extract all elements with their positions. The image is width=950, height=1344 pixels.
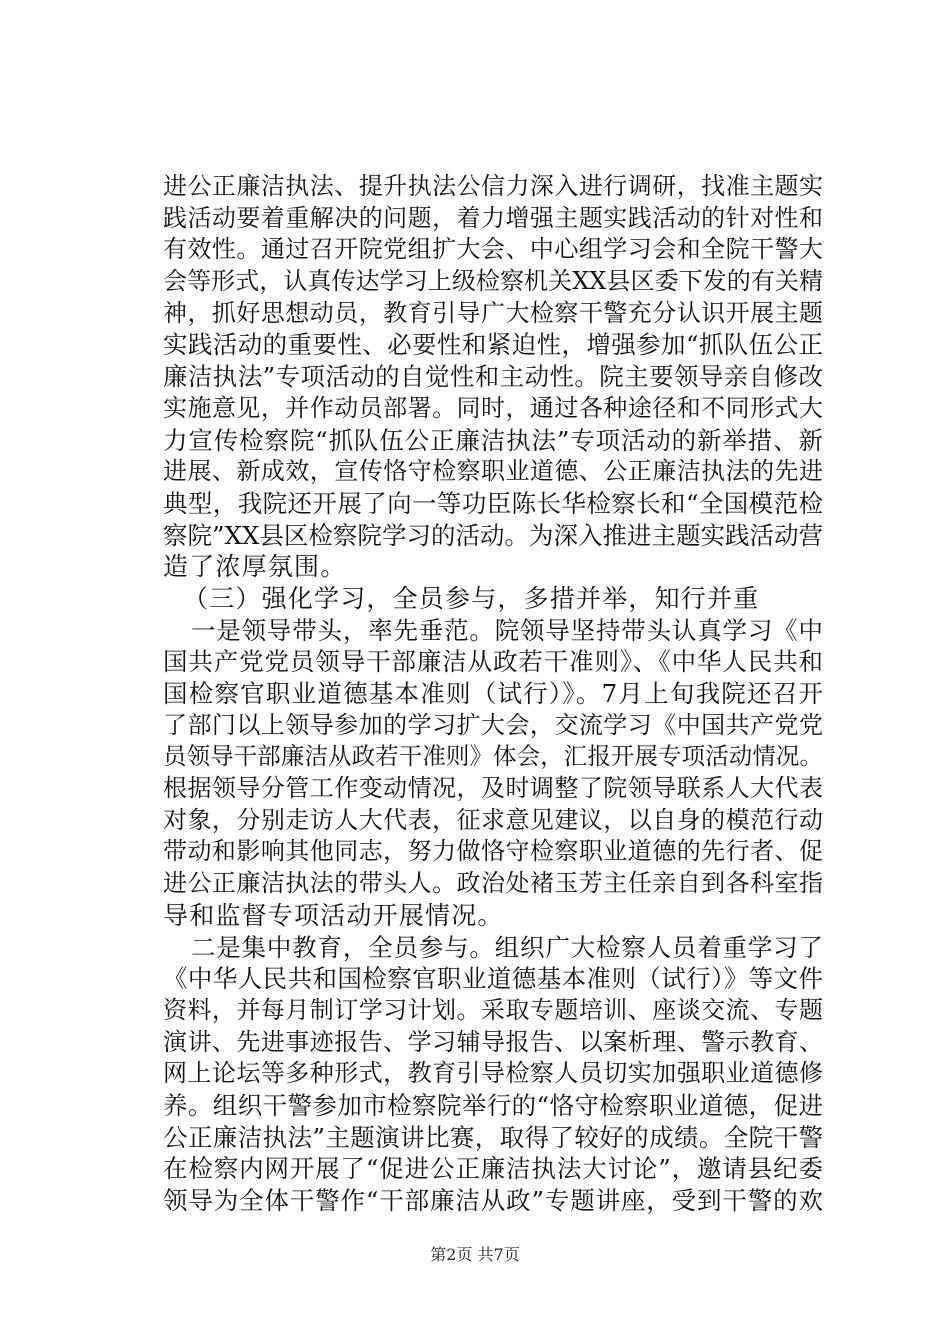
text-line: 二是集中教育，全员参与。组织广大检察人员着重学习了 <box>191 932 823 962</box>
text-line: 《中华人民共和国检察官职业道德基本准则（试行）》等文件 <box>163 964 823 994</box>
text-line: 进公正廉洁执法的带头人。政治处褚玉芳主任亲自到各科室指 <box>163 869 823 898</box>
text-line: 察院”XX县区检察院学习的活动。为深入推进主题实践活动营 <box>163 520 823 550</box>
text-line: 了部门以上领导参加的学习扩大会，交流学习《中国共产党党 <box>163 710 823 739</box>
text-line: 养。组织干警参加市检察院举行的“恪守检察职业道德，促进 <box>163 1090 823 1120</box>
text-line: 根据领导分管工作变动情况，及时调整了院领导联系人大代表 <box>163 774 823 803</box>
text-line: 在检察内网开展了“促进公正廉洁执法大讨论”，邀请县纪委 <box>163 1154 823 1184</box>
text-line: 进展、新成效，宣传恪守检察职业道德、公正廉洁执法的先进 <box>163 457 823 486</box>
text-line: 导和监督专项活动开展情况。 <box>163 900 504 930</box>
text-line: 力宣传检察院“抓队伍公正廉洁执法”专项活动的新举措、新 <box>163 425 823 455</box>
text-line: 演讲、先进事迹报告、学习辅导报告、以案析理、警示教育、 <box>163 1027 823 1056</box>
text-line: （三）强化学习，全员参与，多措并举，知行并重 <box>183 583 760 613</box>
text-line: 领导为全体干警作“干部廉洁从政”专题讲座，受到干警的欢 <box>163 1186 823 1215</box>
text-line: 对象，分别走访人大代表，征求意见建议，以自身的模范行动 <box>163 805 823 834</box>
text-line: 带动和影响其他同志，努力做恪守检察职业道德的先行者、促 <box>163 837 823 866</box>
page-footer: 第2页 共7页 <box>430 1245 520 1264</box>
text-line: 国共产党党员领导干部廉洁从政若干准则》、《中华人民共和 <box>163 647 823 677</box>
text-line: 会等形式，认真传达学习上级检察机关XX县区委下发的有关精 <box>163 267 823 296</box>
text-line: 神，抓好思想动员，教育引导广大检察干警充分认识开展主题 <box>163 298 823 327</box>
text-line: 实践活动的重要性、必要性和紧迫性，增强参加“抓队伍公正 <box>163 330 823 360</box>
text-line: 典型，我院还开展了向一等功臣陈长华检察长和“全国模范检 <box>163 488 823 518</box>
text-line: 公正廉洁执法”主题演讲比赛，取得了较好的成绩。全院干警 <box>163 1122 823 1152</box>
text-line: 国检察官职业道德基本准则（试行）》。7月上旬我院还召开 <box>163 679 823 708</box>
document-body <box>163 171 823 1217</box>
text-line: 员领导干部廉洁从政若干准则》体会，汇报开展专项活动情况。 <box>163 742 823 771</box>
text-line: 廉洁执法”专项活动的自觉性和主动性。院主要领导亲自修改 <box>163 362 823 392</box>
text-line: 造了浓厚氛围。 <box>163 552 347 582</box>
text-line: 实施意见，并作动员部署。同时，通过各种途径和不同形式大 <box>163 393 823 422</box>
text-line: 网上论坛等多种形式，教育引导检察人员切实加强职业道德修 <box>163 1059 823 1088</box>
text-line: 践活动要着重解决的问题，着力增强主题实践活动的针对性和 <box>163 203 823 232</box>
text-line: 一是领导带头，率先垂范。院领导坚持带头认真学习《中 <box>191 615 823 645</box>
text-line: 资料，并每月制订学习计划。采取专题培训、座谈交流、专题 <box>163 995 823 1024</box>
text-line: 进公正廉洁执法、提升执法公信力深入进行调研，找准主题实 <box>163 172 823 200</box>
text-line: 有效性。通过召开院党组扩大会、中心组学习会和全院干警大 <box>163 235 823 264</box>
